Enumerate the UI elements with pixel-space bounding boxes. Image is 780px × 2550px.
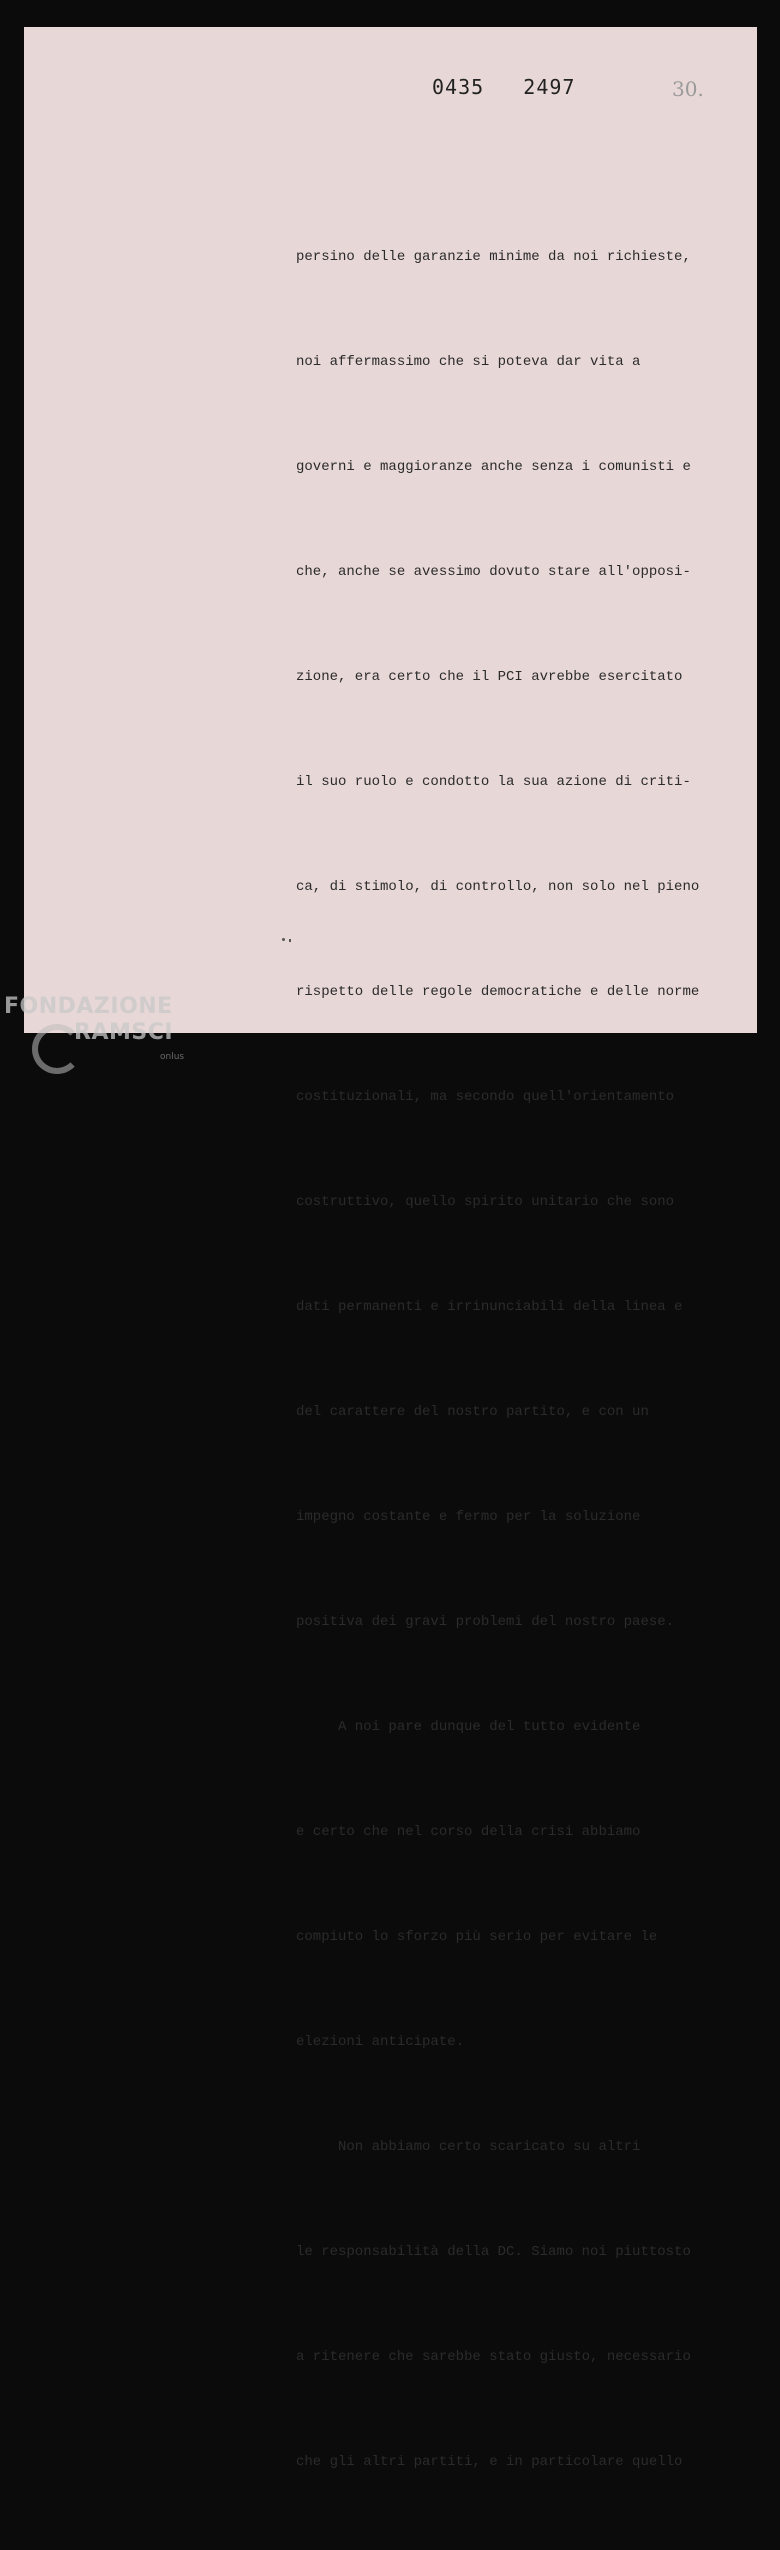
- watermark-line1: FONDAZIONE: [4, 994, 173, 1019]
- text-line: impegno costante e fermo per la soluzione: [296, 1509, 641, 1525]
- text-line: del carattere del nostro partito, e con un: [296, 1404, 649, 1420]
- text-line: persino delle garanzie minime da noi richieste,: [296, 249, 691, 265]
- text-line: che gli altri partiti, e in particolare quello: [296, 2454, 683, 2470]
- text-line: governi e maggioranze anche senza i comunisti e: [296, 459, 691, 475]
- text-line: che, anche se avessimo dovuto stare all'opposi-: [296, 564, 691, 580]
- fondazione-gramsci-watermark: [4, 994, 204, 1080]
- ink-mark: [289, 939, 291, 942]
- text-line: ca, di stimolo, di controllo, non solo nel pieno: [296, 879, 700, 895]
- typewritten-text: [296, 170, 756, 2550]
- text-line: compiuto lo sforzo più serio per evitare le: [296, 1929, 658, 1945]
- watermark-line2: RAMSCI: [74, 1020, 174, 1045]
- text-line: zione, era certo che il PCI avrebbe esercitato: [296, 669, 683, 685]
- text-line: le responsabilità della DC. Siamo noi piuttosto: [296, 2244, 691, 2260]
- text-line: elezioni anticipate.: [296, 2034, 465, 2050]
- text-line: Non abbiamo certo scaricato su altri: [296, 2139, 641, 2155]
- text-line: rispetto delle regole democratiche e delle norme: [296, 984, 700, 1000]
- ink-mark: [282, 938, 285, 941]
- text-line: dati permanenti e irrinunciabili della linea e: [296, 1299, 683, 1315]
- watermark-sub: onlus: [160, 1052, 185, 1062]
- page-number: 30.: [672, 77, 704, 101]
- text-line: positiva dei gravi problemi del nostro paese.: [296, 1614, 675, 1630]
- text-line: A noi pare dunque del tutto evidente: [296, 1719, 641, 1735]
- text-line: a ritenere che sarebbe stato giusto, necessario: [296, 2349, 691, 2365]
- text-line: costruttivo, quello spirito unitario che sono: [296, 1194, 675, 1210]
- text-line: e certo che nel corso della crisi abbiamo: [296, 1824, 641, 1840]
- text-line: costituzionali, ma secondo quell'orientamento: [296, 1089, 675, 1105]
- document-number: 0435 2497: [432, 75, 576, 99]
- text-line: noi affermassimo che si poteva dar vita a: [296, 354, 641, 370]
- text-line: il suo ruolo e condotto la sua azione di criti-: [296, 774, 691, 790]
